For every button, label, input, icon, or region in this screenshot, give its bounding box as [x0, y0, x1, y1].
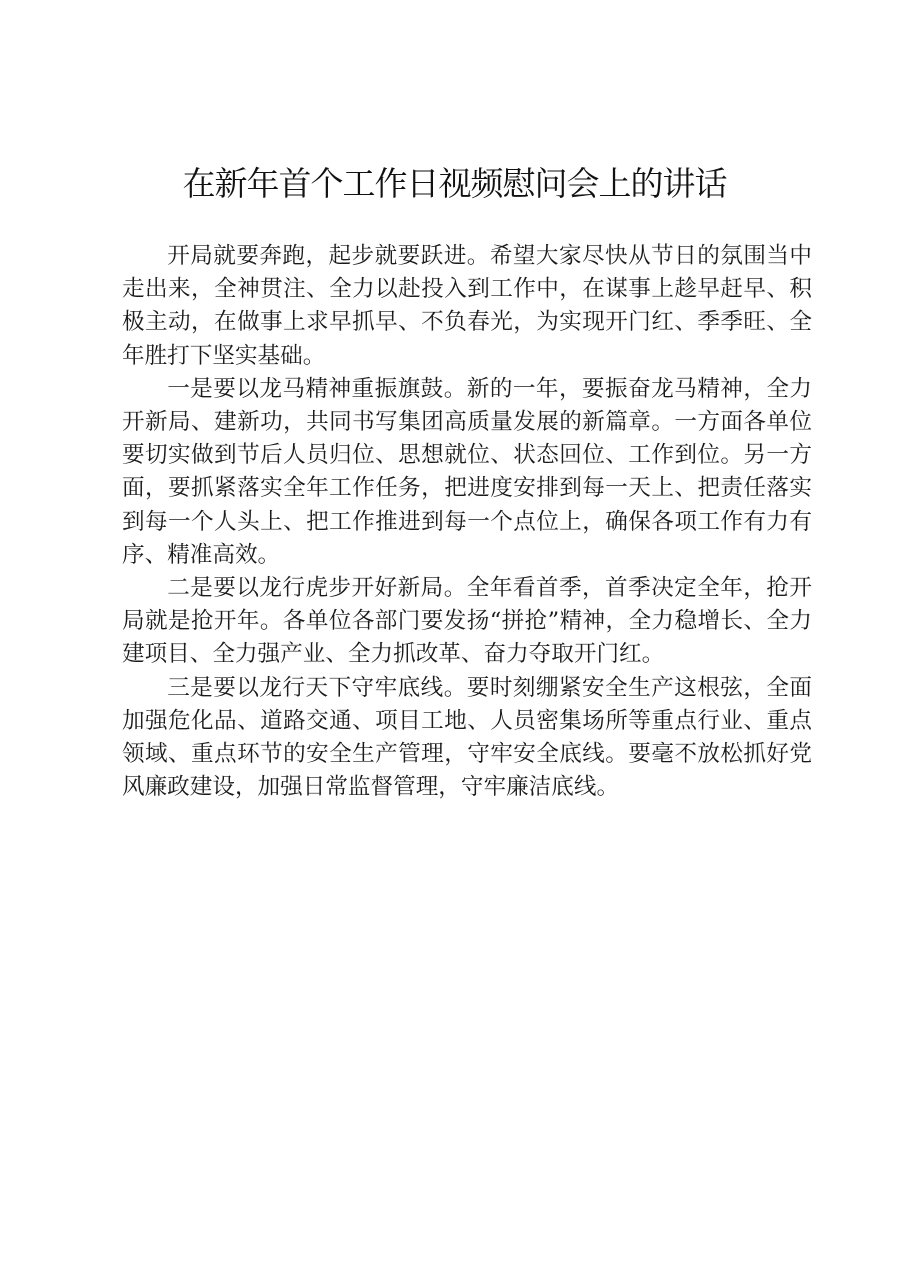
paragraph-point-two: 二是要以龙行虎步开好新局。全年看首季，首季决定全年，抢开局就是抢开年。各单位各部门要发扬“拼抢”精神，全力稳增长、全力建项目、全力强产业、全力抓改革、奋力夺取开门红。 [122, 575, 812, 668]
paragraph-point-three: 三是要以龙行天下守牢底线。要时刻绷紧安全生产这根弦，全面加强危化品、道路交通、项目工地、人员密集场所等重点行业、重点领域、重点环节的安全生产管理，守牢安全底线。要毫不放松抓好党风廉政建设，加强日常监督管理，守牢廉洁底线。 [122, 674, 812, 801]
document-body [122, 240, 812, 804]
paragraph-point-one: 一是要以龙马精神重振旗鼓。新的一年，要振奋龙马精神，全力开新局、建新功，共同书写集团高质量发展的新篇章。一方面各单位要切实做到节后人员归位、思想就位、状态回位、工作到位。另一方面，要抓紧落实全年工作任务，把进度安排到每一天上、把责任落实到每一个人头上、把工作推进到每一个点位上，确保各项工作有力有序、精准高效。 [122, 375, 812, 568]
document-title: 在新年首个工作日视频慰问会上的讲话 [182, 164, 727, 203]
paragraph-intro: 开局就要奔跑，起步就要跃进。希望大家尽快从节日的氛围当中走出来，全神贯注、全力以赴投入到工作中，在谋事上趁早赶早、积极主动，在做事上求早抓早、不负春光，为实现开门红、季季旺、全年胜打下坚实基础。 [122, 243, 812, 369]
